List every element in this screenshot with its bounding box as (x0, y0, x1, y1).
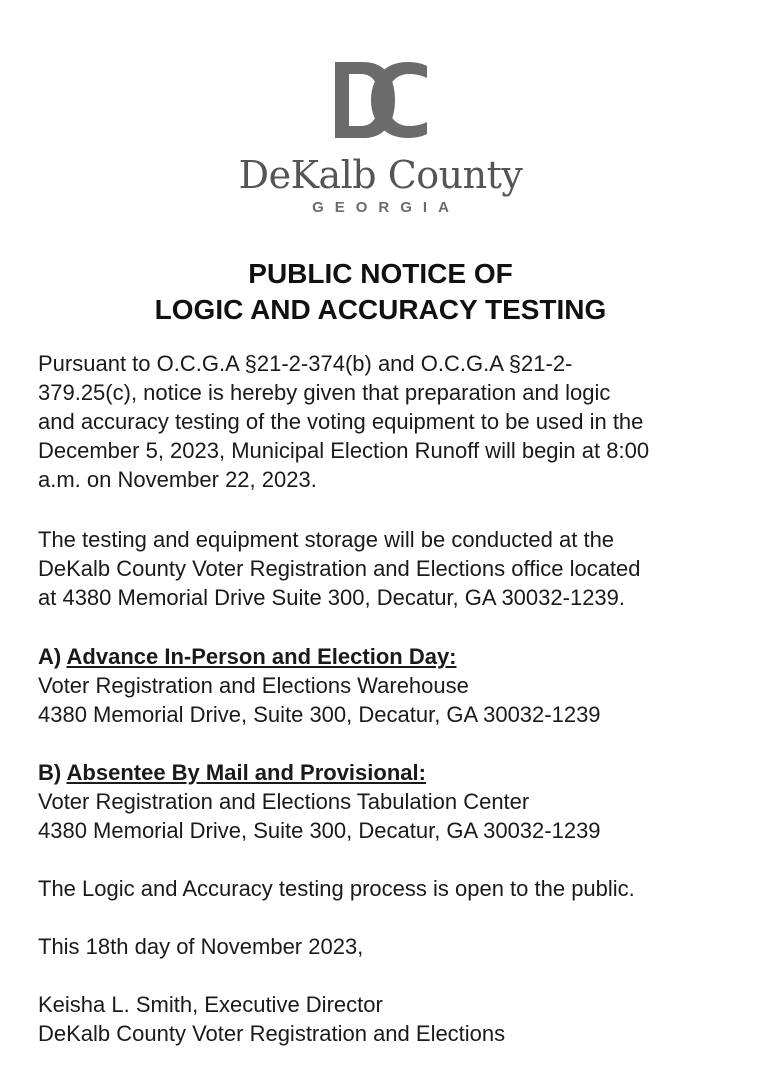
signature-name-title: Keisha L. Smith, Executive Director (38, 992, 383, 1017)
section-a-heading (38, 642, 728, 671)
section-b (38, 758, 728, 845)
section-b-heading (38, 758, 728, 787)
notice-title (0, 256, 761, 328)
notice-title-line-1: PUBLIC NOTICE OF (248, 258, 513, 289)
county-name: DeKalb County (238, 153, 523, 197)
paragraph-line: The testing and equipment storage will be conducted at the (38, 527, 615, 552)
public-statement-line: The Logic and Accuracy testing process is open to the public. (38, 876, 635, 901)
section-b-address: 4380 Memorial Drive, Suite 300, Decatur, GA 30032-1239 (38, 818, 601, 843)
paragraph-line: Pursuant to O.C.G.A §21-2-374(b) and O.C.G.A §21-2- (38, 351, 573, 376)
section-b-prefix: B) (38, 760, 67, 785)
pursuant-paragraph (38, 349, 728, 494)
signature-organization: DeKalb County Voter Registration and Elections (38, 1021, 506, 1046)
paragraph-line: DeKalb County Voter Registration and Elections office located (38, 556, 641, 581)
paragraph-line: at 4380 Memorial Drive Suite 300, Decatur, GA 30032-1239. (38, 585, 626, 610)
section-a-title: Advance In-Person and Election Day: (66, 644, 457, 669)
section-a-address: 4380 Memorial Drive, Suite 300, Decatur, GA 30032-1239 (38, 702, 601, 727)
section-b-title: Absentee By Mail and Provisional: (66, 760, 426, 785)
section-a-facility: Voter Registration and Elections Warehouse (38, 673, 469, 698)
paragraph-line: and accuracy testing of the voting equipment to be used in the (38, 409, 644, 434)
dekalb-dc-logo-icon (333, 62, 429, 138)
section-b-facility: Voter Registration and Elections Tabulation Center (38, 789, 530, 814)
section-a-prefix: A) (38, 644, 67, 669)
paragraph-line: a.m. on November 22, 2023. (38, 467, 317, 492)
paragraph-line: December 5, 2023, Municipal Election Runoff will begin at 8:00 (38, 438, 650, 463)
section-a (38, 642, 728, 729)
notice-title-line-2: LOGIC AND ACCURACY TESTING (154, 294, 607, 325)
date-line (38, 932, 728, 961)
public-statement (38, 874, 728, 903)
paragraph-line: 379.25(c), notice is hereby given that preparation and logic (38, 380, 611, 405)
date-line-text: This 18th day of November 2023, (38, 934, 364, 959)
signature-block (38, 990, 728, 1048)
testing-location-paragraph (38, 525, 728, 612)
state-name: GEORGIA (312, 199, 460, 216)
